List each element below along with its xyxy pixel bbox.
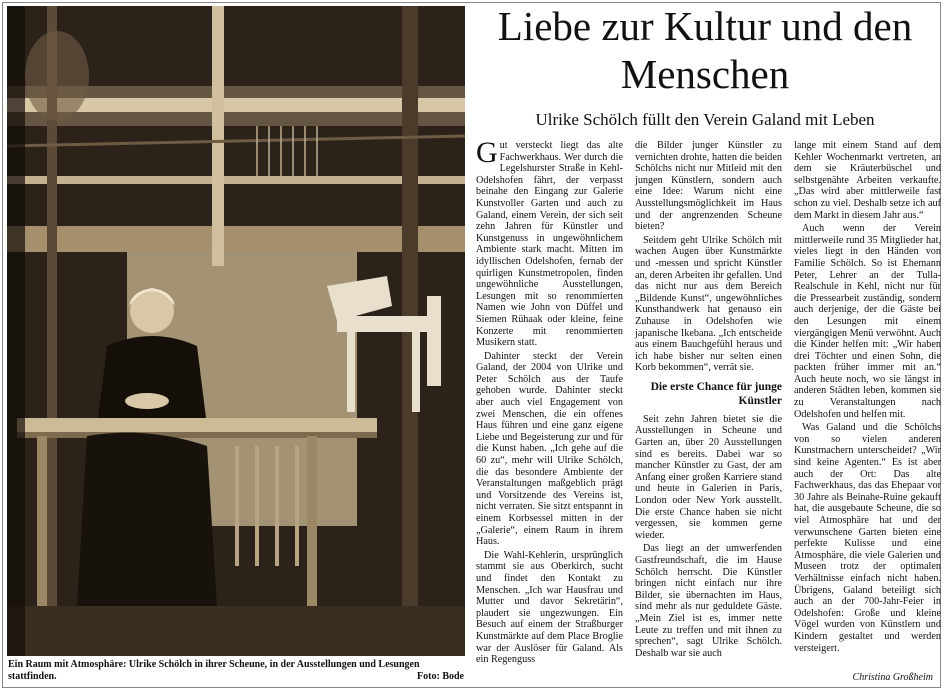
- article-body: [476, 136, 941, 684]
- paragraph-text: ut versteckt liegt das alte Fachwerkhaus. Wer durch die Legelshurster Straße in Kehl-Odelshofen fährt, der verpasst beinahe den Eingang zur Galerie Kunstvoller Garten und auch zu Galand, einem Verein, der sich seit zehn Jahren für Künstler und Kunstgenuss in ungewöhnlichem Ambiente stark macht. Mitten im idyllischen Odelshofen, fernab der quirligen Kunstmetropolen, finden ungewöhnliche Ausstellungen, Lesungen mit so renommierten Namen wie John von Düffel und Siemen Rühaak oder kleine, feine Konzerte mit renommierten Musikern statt.: [476, 140, 623, 349]
- photo-caption: [8, 659, 466, 683]
- drop-cap: G: [476, 136, 498, 169]
- paragraph: Das liegt an der umwerfenden Gastfreundschaft, die im Hause Schölch herrscht. Die Künstler bringen nicht einfach nur ihre Bilder, sie übernachten im Haus, sind mehr als nur geduldete Gäste. „Mein Ziel ist es, immer nette Leute zu treffen und mit ihnen zu sprechen“, sagt Ulrike Schölch. Deshalb war sie auch: [635, 543, 782, 659]
- article-subtitle: Ulrike Schölch füllt den Verein Galand mit Leben: [535, 110, 875, 129]
- caption-text: Ein Raum mit Atmosphäre: Ulrike Schölch in ihrer Scheune, in der Ausstellungen und Lesungen stattfinden.: [8, 659, 420, 682]
- paragraph: Was Galand und die Schölchs von so vielen anderen Kunstmachern unterscheidet? „Wir sind keine Agenten.“ Es ist aber auch der Ort: Das alte Fachwerkhaus, das das Ehepaar vor 30 Jahre als Beinahe-Ruine gekauft hat, die ausgebaute Scheune, die so viel Atmosphäre hat und der verwunschene Garten bieten eine perfekte Kulisse und eine Atmosphäre, die viele Galerien und Museen trotz der optimalen Verhältnisse einfach nicht haben. Übrigens, Galand beteiligt sich auch an der 700-Jahr-Feier in Odelshofen: Große und kleine Vögel wurden von Künstlern und Kindern gestaltet und werden versteigert.: [794, 422, 941, 654]
- paragraph: Dahinter steckt der Verein Galand, der 2004 von Ulrike und Peter Schölch aus der Taufe gehoben wurde. Dahinter steckt aber auch viel Engagement von zwei Menschen, die ein offenes Haus führen und eine ganz eigene Liebe und Begeisterung zur und für die Kunst haben. „Ich gehe auf die 60 zu“, mehr will Ulrike Schölch, die das besondere Ambiente der Veranstaltungen maßgeblich prägt und Vorsitzende des Vereins ist, nicht verraten. Sie sitzt entspannt in einem Korbsessel mitten in der „Galerie“, einem Raum in ihrem Haus.: [476, 350, 623, 548]
- paragraph: die Bilder junger Künstler zu vernichten drohte, hatten die beiden Schölchs nicht nur Mitleid mit den jungen Künstlern, sondern auch eine Idee: Warum nicht eine Ausstellungsmöglichkeit im Haus und der angrenzenden Scheune bieten?: [635, 140, 782, 233]
- paragraph: Die Wahl-Kehlerin, ursprünglich stammt sie aus Oberkirch, sucht und findet den Kontakt zu Menschen. „Ich war Hausfrau und Mutter und davor Sekretärin“, plaudert sie ungezwungen. Ein Besuch auf einem der Straßburger Kunstmärkte auf dem Place Broglie war der Auslöser für Galand. Als ein Regenguss: [476, 549, 623, 666]
- paragraph: Seitdem geht Ulrike Schölch mit wachen Augen über Kunstmärkte und -messen und spricht Künstler an, deren Arbeiten ihr gefallen. Und das nicht nur aus dem Bereich „Bildende Kunst“, ungewöhnliches Kunsthandwerk hat genauso ein Zuhause in Odelshofen wie japanische Ikebana. „Ich entscheide aus einem Bauchgefühl heraus und ich habe bisher nur selten einen Korb bekommen“, verrät sie.: [635, 234, 782, 374]
- article-column-2: [635, 140, 782, 684]
- paragraph: lange mit einem Stand auf dem Kehler Wochenmarkt vertreten, an dem sie Kräuterbüschel und selbstgenähte Arbeiten verkaufte. „Das wird aber mittlerweile fast schon zu viel. Deshalb setze ich auf dem Markt in diesem Jahr aus.“: [794, 140, 941, 221]
- article-headline: Liebe zur Kultur und den Menschen: [497, 3, 913, 97]
- article-column-1: [476, 136, 623, 684]
- author-byline: Christina Großheim: [852, 672, 933, 683]
- paragraph: Seit zehn Jahren bietet sie die Ausstellungen in Scheune und Garten an, über 20 Ausstellungen sind es bereits. Dabei war so mancher Künstler zu Gast, der am Anfang einer großen Karriere stand und heute in Galerien in Paris, London oder New York ausstellt. Die erste Chance haben sie nicht vergessen, sie kommen gerne wieder.: [635, 413, 782, 541]
- section-heading: Die erste Chance für junge Künstler: [650, 380, 782, 407]
- article-column-3: [794, 140, 941, 684]
- paragraph: [476, 136, 623, 349]
- photo-credit: Foto: Bode: [417, 671, 464, 682]
- article-photo: [7, 6, 465, 656]
- paragraph: Auch wenn der Verein mittlerweile rund 35 Mitglieder hat, vieles liegt in den Händen von Familie Schölch. So ist Ehemann Peter, Lehrer an der Tulla-Realschule in Kehl, nicht nur für die Pressearbeit zuständig, sondern auch derjenige, der die Gäste bei den Lesungen mit einem viergängigen Menü verwöhnt. Auch die Kinder helfen mit: „Wir haben drei Töchter und einen Sohn, die packten früher immer mit an.“ Auch heute noch, wo sie längst in anderen Städten leben, kommen sie zu Veranstaltungen nach Odelshofen und helfen mit.: [794, 223, 941, 420]
